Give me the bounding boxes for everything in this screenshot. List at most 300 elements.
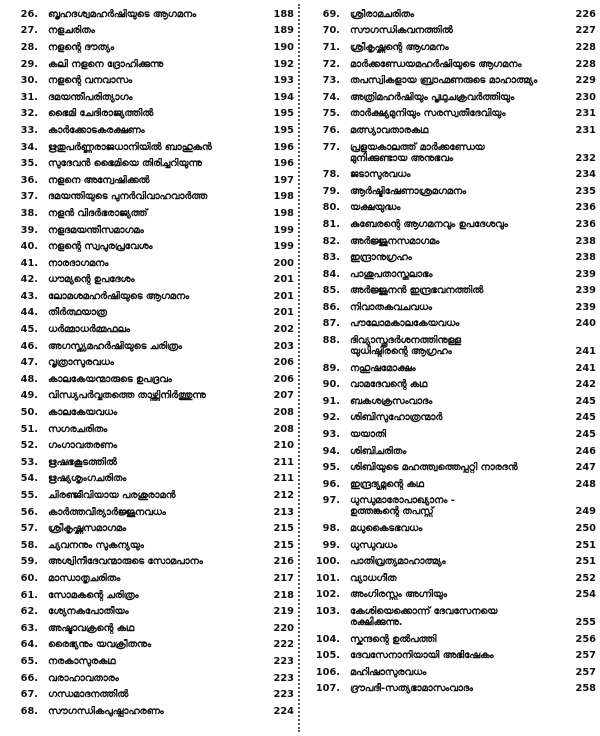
entry-title: [350, 186, 566, 197]
toc-entry: [4, 686, 294, 703]
toc-entry: [306, 39, 596, 56]
toc-entry: [306, 139, 596, 167]
entry-title-line: സൗഗന്ധികപുഷ്പാഹരണം: [48, 705, 164, 717]
entry-page-number: 220: [273, 622, 294, 634]
entry-page-number: 242: [575, 379, 596, 391]
entry-title: [350, 335, 566, 357]
toc-entry: [4, 570, 294, 587]
entry-number: 40.: [20, 241, 38, 253]
entry-title: [350, 25, 566, 36]
entry-title: [48, 241, 264, 252]
entry-title: [350, 523, 566, 534]
toc-entry: [4, 272, 294, 289]
entry-title-line: ശിബിസുഹോത്രന്മാർ: [350, 412, 443, 424]
entry-number: 38.: [20, 207, 38, 219]
entry-title: [48, 9, 264, 20]
entry-title-line: ഋതുപർണ്ണരാജധാനിയിൽ ബാഹുകൻ: [48, 141, 212, 153]
entry-title: [48, 175, 264, 186]
entry-number: 83.: [322, 252, 340, 264]
toc-entry: [306, 553, 596, 570]
entry-title: [48, 390, 264, 401]
toc-entry: [306, 537, 596, 554]
entry-title-line: ച്യവനനും സുകന്യയും: [48, 539, 144, 551]
entry-title: [350, 446, 566, 457]
entry-title-line: അഗസ്ത്യമഹർഷിയുടെ ചരിത്രം: [48, 340, 183, 352]
toc-entry: [4, 255, 294, 272]
entry-number: 78.: [322, 169, 340, 181]
toc-entry: [306, 6, 596, 23]
entry-page-number: 200: [273, 257, 294, 269]
entry-number: 105.: [315, 650, 340, 662]
entry-title: [48, 689, 264, 700]
entry-page-number: 223: [273, 689, 294, 701]
entry-title: [350, 396, 566, 407]
toc-entry: [4, 437, 294, 454]
entry-number: 101.: [315, 572, 340, 584]
toc-entry: [4, 487, 294, 504]
entry-page-number: 215: [273, 523, 294, 535]
entry-title-line: ദമയന്തീപരിത്യാഗം: [48, 91, 133, 103]
entry-title-line: നളൻ വിദർഭരാജ്യത്ത്: [48, 207, 148, 219]
entry-number: 107.: [315, 683, 340, 695]
toc-entry: [306, 393, 596, 410]
entry-title-line: ലോമശമഹർഷിയുടെ ആഗമനം: [48, 290, 190, 302]
toc-entry: [4, 6, 294, 23]
entry-page-number: 229: [575, 75, 596, 87]
entry-number: 86.: [322, 301, 340, 313]
entry-number: 82.: [322, 235, 340, 247]
column-divider: [298, 4, 300, 732]
entry-number: 103.: [315, 605, 340, 617]
entry-page-number: 257: [575, 650, 596, 662]
toc-entry: [306, 603, 596, 631]
entry-title-line: ധുന്ധുമാരോപാഖ്യാനം -: [350, 495, 455, 507]
entry-page-number: 250: [575, 523, 596, 535]
entry-title: [48, 473, 264, 484]
entry-title-line: അത്രിമഹർഷിയും പൃഥുചക്രവർത്തിയും: [350, 91, 515, 103]
entry-number: 52.: [20, 440, 38, 452]
toc-entry: [306, 183, 596, 200]
entry-title-line: ബകശക്രസംവാദം: [350, 395, 433, 407]
entry-title: [48, 357, 264, 368]
entry-page-number: 231: [575, 124, 596, 136]
entry-title-line: നാരദാഗമനം: [48, 257, 109, 269]
entry-number: 36.: [20, 174, 38, 186]
entry-number: 74.: [322, 91, 340, 103]
entry-title-line: വരാഹാവതാരം: [48, 672, 119, 684]
entry-page-number: 203: [273, 340, 294, 352]
entry-title-line: നളദമയന്തീസമാഗമം: [48, 224, 144, 236]
entry-title: [48, 125, 264, 136]
toc-entry: [306, 23, 596, 40]
entry-page-number: 245: [575, 395, 596, 407]
entry-title-line: അശ്വിനീദേവന്മാരുടെ സോമപാനം: [48, 556, 203, 568]
toc-right-column: [306, 6, 596, 697]
entry-page-number: 208: [273, 423, 294, 435]
entry-page-number: 257: [575, 666, 596, 678]
entry-title-line: ആർഷ്ടിഷേണാശ്രമഗമനം: [350, 185, 467, 197]
entry-number: 72.: [322, 58, 340, 70]
entry-number: 104.: [315, 633, 340, 645]
entry-page-number: 188: [273, 8, 294, 20]
entry-title-line: ഋഷ്യശൃംഗചരിതം: [48, 473, 127, 485]
toc-entry: [4, 23, 294, 40]
entry-page-number: 211: [273, 473, 294, 485]
toc-entry: [4, 388, 294, 405]
entry-number: 45.: [20, 324, 38, 336]
entry-page-number: 255: [575, 616, 596, 628]
entry-title: [48, 490, 264, 501]
entry-number: 87.: [322, 318, 340, 330]
entry-page-number: 201: [273, 307, 294, 319]
entry-number: 28.: [20, 41, 38, 53]
entry-number: 55.: [20, 490, 38, 502]
entry-number: 102.: [315, 589, 340, 601]
entry-title: [48, 42, 264, 53]
entry-page-number: 241: [575, 362, 596, 374]
entry-title-line: ധൗമ്യന്റെ ഉപദേശം: [48, 274, 135, 286]
entry-number: 90.: [322, 379, 340, 391]
entry-title: [48, 225, 264, 236]
entry-title: [48, 324, 264, 335]
entry-number: 66.: [20, 672, 38, 684]
toc-entry: [306, 360, 596, 377]
toc-entry: [306, 681, 596, 698]
entry-number: 29.: [20, 58, 38, 70]
entry-page-number: 213: [273, 506, 294, 518]
entry-title-line: ശിബിചരിതം: [350, 445, 407, 457]
entry-title-line: കലി നളനെ ദ്രോഹിക്കുന്നു: [48, 58, 163, 70]
entry-page-number: 224: [273, 705, 294, 717]
entry-page-number: 236: [575, 218, 596, 230]
entry-page-number: 231: [575, 108, 596, 120]
toc-entry: [306, 316, 596, 333]
entry-title-line: സോമകന്റെ ചരിത്രം: [48, 589, 139, 601]
entry-title: [350, 108, 566, 119]
entry-number: 57.: [20, 523, 38, 535]
entry-title-line: ചിരഞ്ജീവിയായ പരശുരാമൻ: [48, 490, 176, 502]
entry-page-number: 223: [273, 655, 294, 667]
entry-title-line: ഗംഗാവതരണം: [48, 440, 117, 452]
entry-title: [350, 75, 566, 86]
entry-page-number: 218: [273, 589, 294, 601]
entry-number: 96.: [322, 478, 340, 490]
entry-title: [350, 219, 566, 230]
entry-title-line: ശ്രീരാമചരിതം: [350, 8, 415, 20]
entry-page-number: 246: [575, 445, 596, 457]
entry-number: 97.: [322, 495, 340, 507]
toc-entry: [306, 56, 596, 73]
entry-page-number: 228: [575, 41, 596, 53]
entry-title: [350, 462, 566, 473]
entry-page-number: 201: [273, 290, 294, 302]
entry-title: [350, 236, 566, 247]
entry-title-line: മുനിക്കുണ്ടായ അനുഭവം: [350, 152, 453, 164]
entry-page-number: 238: [575, 252, 596, 264]
entry-title-line: നളചരിതം: [48, 25, 95, 37]
entry-number: 94.: [322, 445, 340, 457]
toc-entry: [4, 354, 294, 371]
entry-title-line: ജടാസുരവധം: [350, 169, 411, 181]
entry-page-number: 199: [273, 224, 294, 236]
entry-number: 84.: [322, 268, 340, 280]
toc-entry: [306, 122, 596, 139]
entry-page-number: 235: [575, 185, 596, 197]
entry-page-number: 247: [575, 462, 596, 474]
entry-number: 34.: [20, 141, 38, 153]
toc-entry: [4, 520, 294, 537]
entry-page-number: 251: [575, 556, 596, 568]
toc-entry: [4, 620, 294, 637]
entry-title: [350, 634, 566, 645]
entry-page-number: 202: [273, 324, 294, 336]
toc-entry: [306, 106, 596, 123]
entry-title-line: ധർമ്മാധർമ്മഫലം: [48, 324, 130, 336]
toc-entry: [4, 39, 294, 56]
entry-number: 88.: [322, 335, 340, 347]
entry-title-line: കാർത്തവീര്യാർജ്ജുനവധം: [48, 506, 166, 518]
entry-title-line: തപസ്വികളായ ബ്രാഹ്മണരുടെ മാഹാത്മ്യം: [350, 75, 538, 87]
entry-title: [48, 623, 264, 634]
entry-title: [350, 589, 566, 600]
entry-page-number: 215: [273, 539, 294, 551]
entry-page-number: 223: [273, 672, 294, 684]
entry-number: 99.: [322, 539, 340, 551]
entry-page-number: 249: [575, 506, 596, 518]
entry-title: [350, 142, 566, 164]
toc-entry: [4, 72, 294, 89]
entry-number: 85.: [322, 285, 340, 297]
entry-title-line: പ്രളയകാലത്ത് മാർക്കണ്ഡേയ: [350, 141, 485, 153]
entry-page-number: 239: [575, 301, 596, 313]
entry-page-number: 228: [575, 58, 596, 70]
entry-title: [350, 429, 566, 440]
entry-title: [48, 639, 264, 650]
entry-number: 95.: [322, 462, 340, 474]
entry-title-line: പാതിവ്രത്യമാഹാത്മ്യം: [350, 556, 446, 568]
toc-entry: [4, 703, 294, 720]
toc-entry: [306, 664, 596, 681]
entry-number: 75.: [322, 108, 340, 120]
entry-number: 91.: [322, 395, 340, 407]
entry-title: [48, 142, 264, 153]
toc-entry: [306, 570, 596, 587]
entry-title-line: പാശുപതാസ്ത്രലാഭം: [350, 268, 433, 280]
entry-number: 93.: [322, 429, 340, 441]
entry-page-number: 192: [273, 58, 294, 70]
entry-title-line: മഹിഷാസുരവധം: [350, 666, 427, 678]
entry-title-line: കുബേരന്റെ ആഗമനവും ഉപദേശവും: [350, 218, 508, 230]
entry-title-line: മാർക്കണ്ഡേയമഹർഷിയുടെ ആഗമനം: [350, 58, 522, 70]
entry-number: 98.: [322, 523, 340, 535]
entry-number: 61.: [20, 589, 38, 601]
toc-entry: [4, 89, 294, 106]
entry-page-number: 189: [273, 25, 294, 37]
entry-title-line: നിവാതകവചവധം: [350, 301, 432, 313]
entry-number: 59.: [20, 556, 38, 568]
entry-page-number: 230: [575, 91, 596, 103]
entry-title: [350, 556, 566, 567]
toc-entry: [306, 216, 596, 233]
entry-page-number: 197: [273, 174, 294, 186]
entry-number: 46.: [20, 340, 38, 352]
entry-number: 54.: [20, 473, 38, 485]
entry-title: [350, 495, 566, 517]
entry-title: [48, 656, 264, 667]
entry-number: 63.: [20, 622, 38, 634]
toc-entry: [306, 266, 596, 283]
entry-page-number: 206: [273, 357, 294, 369]
entry-page-number: 198: [273, 207, 294, 219]
toc-entry: [4, 371, 294, 388]
toc-entry: [4, 172, 294, 189]
entry-number: 56.: [20, 506, 38, 518]
toc-entry: [306, 410, 596, 427]
entry-title-line: നളന്റെ സ്വപുരപ്രവേശം: [48, 241, 153, 253]
toc-entry: [4, 288, 294, 305]
entry-title: [48, 25, 264, 36]
entry-title: [48, 191, 264, 202]
toc-entry: [306, 459, 596, 476]
entry-title-line: നരകാസുരകഥ: [48, 655, 116, 667]
toc-entry: [4, 603, 294, 620]
entry-title: [350, 59, 566, 70]
toc-entry: [4, 653, 294, 670]
entry-page-number: 195: [273, 108, 294, 120]
entry-title: [48, 307, 264, 318]
entry-title: [350, 573, 566, 584]
entry-page-number: 239: [575, 268, 596, 280]
entry-title-line: തീർത്ഥയാത്ര: [48, 307, 107, 319]
entry-number: 48.: [20, 373, 38, 385]
entry-title: [48, 706, 264, 717]
toc-entry: [306, 72, 596, 89]
entry-page-number: 248: [575, 478, 596, 490]
toc-left-column: [4, 6, 294, 720]
entry-title-line: ദ്രൗപദീ-സത്യഭാമാസംവാദം: [350, 683, 473, 695]
entry-page-number: 232: [575, 152, 596, 164]
entry-page-number: 196: [273, 158, 294, 170]
entry-title-line: സൗഗന്ധികവനത്തിൽ: [350, 25, 453, 37]
toc-entry: [306, 233, 596, 250]
entry-number: 30.: [20, 75, 38, 87]
entry-number: 106.: [315, 666, 340, 678]
entry-page-number: 208: [273, 407, 294, 419]
entry-number: 53.: [20, 456, 38, 468]
entry-page-number: 227: [575, 25, 596, 37]
entry-number: 44.: [20, 307, 38, 319]
entry-title-line: വാമദേവന്റെ കഥ: [350, 379, 428, 391]
toc-entry: [306, 249, 596, 266]
entry-title-line: നളന്റെ ദൗത്യം: [48, 41, 115, 53]
entry-title-line: മാന്ധാതൃചരിതം: [48, 572, 121, 584]
entry-page-number: 201: [273, 274, 294, 286]
toc-entry: [306, 443, 596, 460]
entry-number: 89.: [322, 362, 340, 374]
entry-title-line: ധുന്ധുവധം: [350, 539, 398, 551]
entry-page-number: 198: [273, 191, 294, 203]
entry-title-line: മത്സ്യാവതാരകഥ: [350, 124, 429, 136]
entry-title: [350, 379, 566, 390]
entry-page-number: 222: [273, 639, 294, 651]
entry-title-line: ദേവസേനാനിയായി അഭിഷേകം: [350, 650, 494, 662]
toc-entry: [4, 421, 294, 438]
entry-title: [48, 440, 264, 451]
entry-title-line: താർക്ഷ്യമുനിയും സരസ്വതീദേവിയും: [350, 108, 506, 120]
entry-title: [48, 407, 264, 418]
entry-page-number: 190: [273, 41, 294, 53]
entry-title: [48, 507, 264, 518]
toc-entry: [306, 520, 596, 537]
entry-title-line: ബൃഹദശ്വമഹർഷിയുടെ ആഗമനം: [48, 8, 197, 20]
entry-title-line: പൗലോമകാലകേയവധം: [350, 318, 460, 330]
entry-title-line: കാർക്കോടകരക്ഷണം: [48, 124, 145, 136]
entry-page-number: 193: [273, 75, 294, 87]
entry-title-line: ദമയന്തിയുടെ പുനർവിവാഹവാർത്ത: [48, 191, 207, 203]
entry-page-number: 236: [575, 202, 596, 214]
entry-page-number: 234: [575, 169, 596, 181]
toc-entry: [4, 56, 294, 73]
toc-entry: [306, 89, 596, 106]
entry-number: 27.: [20, 25, 38, 37]
toc-entry: [4, 305, 294, 322]
entry-page-number: 211: [273, 456, 294, 468]
toc-entry: [4, 404, 294, 421]
entry-title: [48, 92, 264, 103]
entry-number: 42.: [20, 274, 38, 286]
entry-title-line: ശ്രീകൃഷ്ണന്റെ ആഗമനം: [350, 41, 449, 53]
entry-title: [48, 75, 264, 86]
entry-title-line: ഭൈമി ചേദിരാജ്യത്തിൽ: [48, 108, 154, 120]
toc-entry: [306, 647, 596, 664]
entry-title: [48, 59, 264, 70]
entry-title: [48, 573, 264, 584]
entry-number: 77.: [322, 141, 340, 153]
toc-entry: [4, 139, 294, 156]
entry-page-number: 240: [575, 318, 596, 330]
toc-entry: [4, 471, 294, 488]
toc-entry: [306, 631, 596, 648]
entry-page-number: 199: [273, 241, 294, 253]
toc-entry: [4, 670, 294, 687]
toc-entry: [306, 587, 596, 604]
entry-title: [350, 540, 566, 551]
entry-title-line: സഗരചരിതം: [48, 423, 108, 435]
entry-title-line: വ്യാധഗീത: [350, 572, 397, 584]
entry-number: 43.: [20, 290, 38, 302]
entry-title-line: ഋഷഭകൂടത്തിൽ: [48, 456, 117, 468]
entry-number: 33.: [20, 124, 38, 136]
entry-number: 35.: [20, 158, 38, 170]
entry-title-line: ഇന്ദ്രദ്യുമ്നന്റെ കഥ: [350, 478, 424, 490]
entry-number: 39.: [20, 224, 38, 236]
entry-title: [48, 274, 264, 285]
entry-page-number: 239: [575, 285, 596, 297]
entry-title: [48, 457, 264, 468]
entry-title-line: കാലകേയന്മാരുടെ ഉപദ്രവം: [48, 373, 172, 385]
entry-title-line: രൈഭ്യനും യവക്രീതനും: [48, 639, 152, 651]
toc-entry: [306, 426, 596, 443]
entry-number: 70.: [322, 25, 340, 37]
entry-number: 37.: [20, 191, 38, 203]
entry-number: 71.: [322, 41, 340, 53]
toc-entry: [4, 205, 294, 222]
entry-page-number: 194: [273, 91, 294, 103]
toc-entry: [306, 476, 596, 493]
entry-title: [350, 92, 566, 103]
entry-title: [350, 683, 566, 694]
entry-number: 58.: [20, 539, 38, 551]
